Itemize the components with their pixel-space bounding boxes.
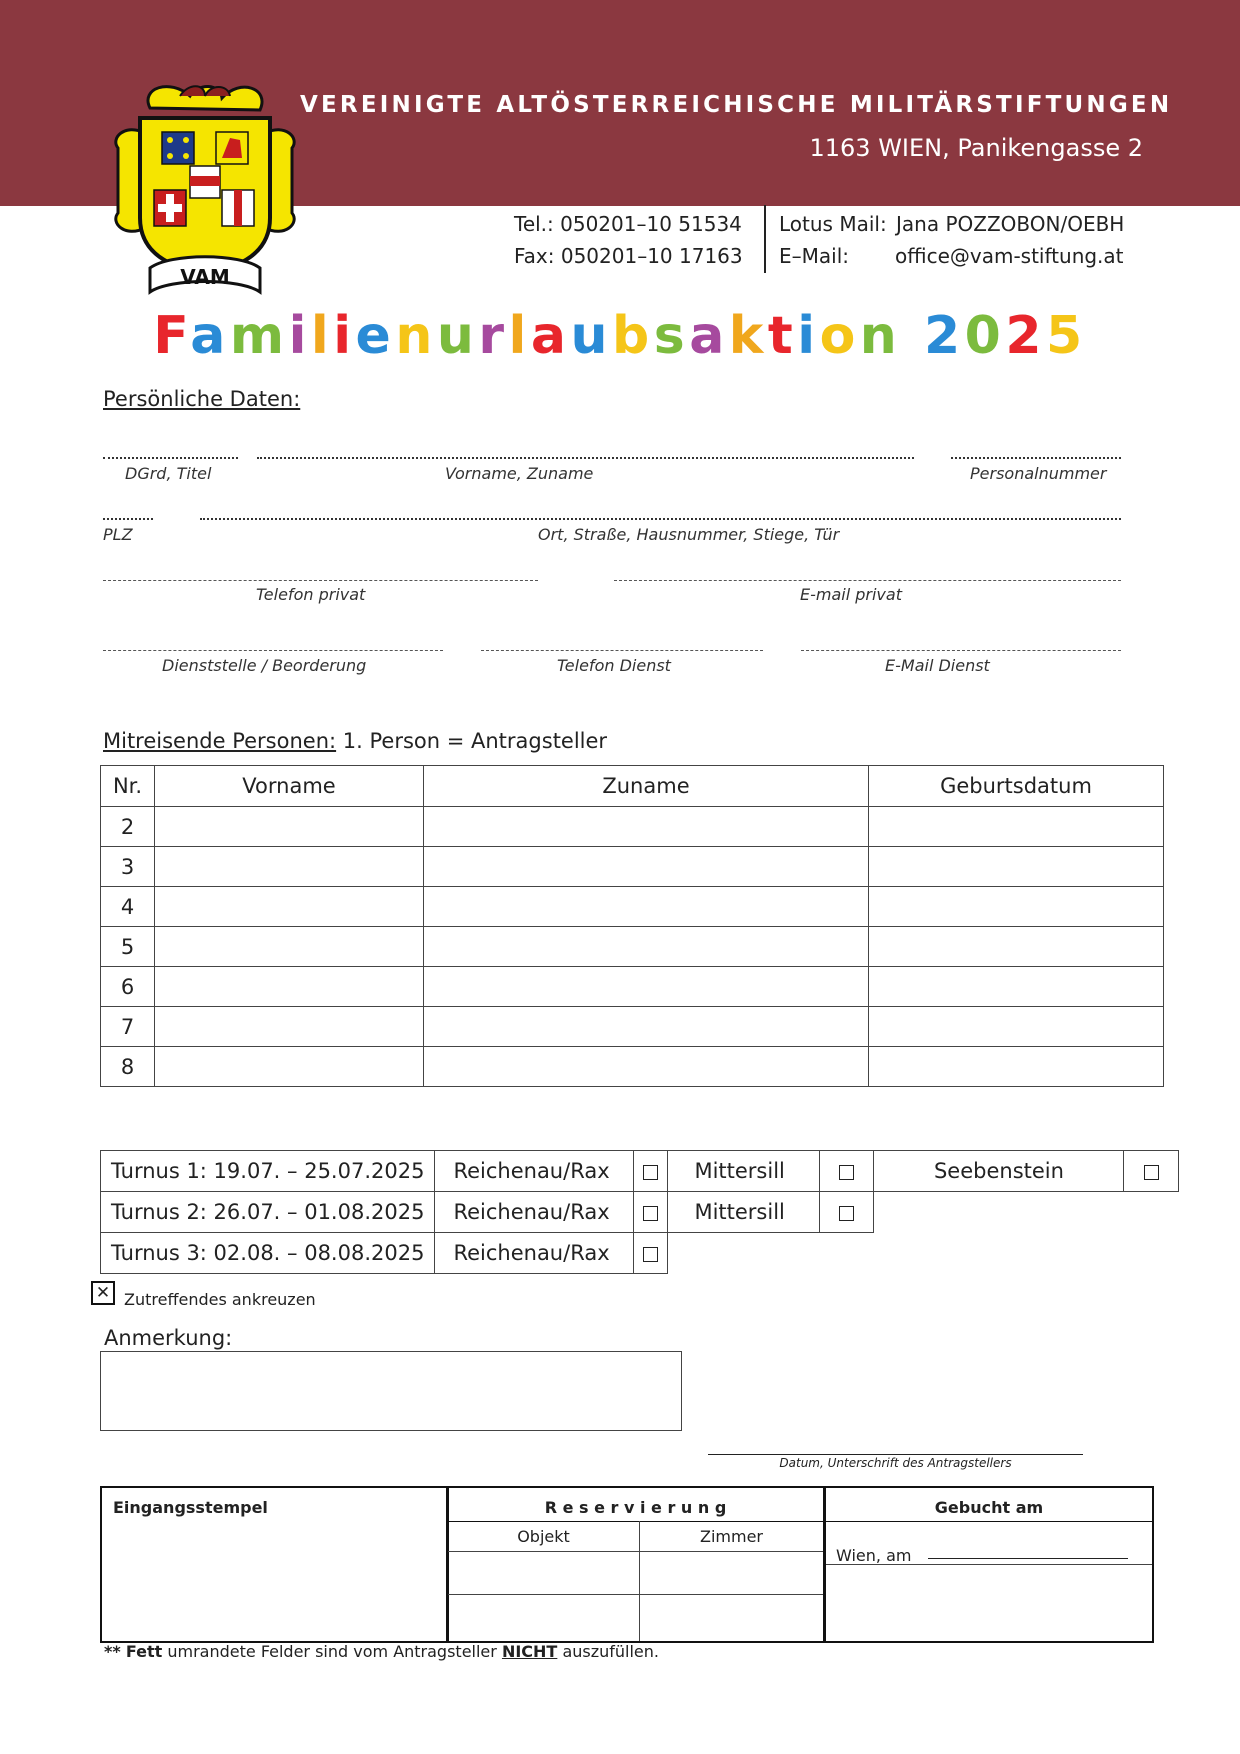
travellers-note: 1. Person = Antragsteller [342,729,608,753]
col-geburtsdatum: Geburtsdatum [869,766,1164,807]
contact-fax: Fax: 050201–10 17163 [514,244,743,268]
travellers-heading: Mitreisende Personen: 1. Person = Antragsteller [103,729,608,753]
vorname-cell[interactable] [155,847,424,887]
geburtsdatum-cell[interactable] [869,927,1164,967]
turnus-1-label: Turnus 1: 19.07. – 25.07.2025 [101,1151,435,1192]
vorname-cell[interactable] [155,1007,424,1047]
table-row [101,967,1164,1007]
address-field[interactable] [200,518,1121,520]
title-letter: u [436,306,479,366]
turnus-2-mittersill-checkbox[interactable] [820,1192,874,1233]
turnus-2-mittersill: Mittersill [668,1192,820,1233]
row-number: 8 [101,1047,155,1087]
title-letter: l [508,306,531,366]
row-number: 2 [101,807,155,847]
geburtsdatum-cell[interactable] [869,807,1164,847]
turnus-row-3 [101,1233,1179,1274]
remark-field[interactable] [100,1351,682,1431]
booked-date-line [928,1558,1128,1559]
geburtsdatum-cell[interactable] [869,847,1164,887]
plz-field[interactable] [103,518,153,520]
organisation-address: 1163 WIEN, Panikengasse 2 [809,134,1143,162]
title-letter: n [859,306,902,366]
table-row [101,1047,1164,1087]
turnus-2-label: Turnus 2: 26.07. – 01.08.2025 [101,1192,435,1233]
zuname-cell[interactable] [424,967,869,1007]
checked-example-icon: ✕ [91,1281,115,1305]
name-label: Vorname, Zuname [445,464,594,483]
contact-tel: Tel.: 050201–10 51534 [514,212,742,236]
name-field[interactable] [257,457,914,459]
turnus-3-reichenau-checkbox[interactable] [634,1233,668,1274]
vienna-date-label: Wien, am [836,1546,912,1565]
logo-text: VAM [180,265,230,289]
title-letter [901,306,924,366]
col-vorname: Vorname [155,766,424,807]
office-label: Dienststelle / Beorderung [162,656,367,675]
footnote: ** Fett umrandete Felder sind vom Antragsteller NICHT auszufüllen. [104,1642,659,1661]
title-letter: i [288,306,311,366]
zuname-cell[interactable] [424,1047,869,1087]
email-office-field[interactable] [801,650,1121,651]
form-title [0,306,1240,366]
turnus-1-seebenstein-checkbox[interactable] [1124,1151,1179,1192]
contact-lotus-value: Jana POZZOBON/OEBH [896,212,1125,236]
title-letter: a [190,306,230,366]
dgrd-field[interactable] [103,457,238,459]
contact-divider [764,205,766,273]
personalnr-field[interactable] [951,457,1121,459]
turnus-3-label: Turnus 3: 02.08. – 08.08.2025 [101,1233,435,1274]
turnus-3-reichenau: Reichenau/Rax [435,1233,634,1274]
table-row [101,887,1164,927]
geburtsdatum-cell[interactable] [869,1047,1164,1087]
title-letter: o [819,306,860,366]
row-number: 3 [101,847,155,887]
zuname-cell[interactable] [424,887,869,927]
turnus-1-mittersill-checkbox[interactable] [820,1151,874,1192]
office-use-box [100,1486,1154,1643]
contact-email-label: E–Mail: [779,244,849,268]
title-letter: t [767,306,798,366]
zuname-cell[interactable] [424,1007,869,1047]
title-letter: n [395,306,437,366]
email-private-field[interactable] [614,580,1121,581]
row-number: 4 [101,887,155,927]
title-letter: b [612,306,654,366]
title-letter: a [689,306,729,366]
row-number: 7 [101,1007,155,1047]
check-hint: Zutreffendes ankreuzen [124,1290,316,1309]
remark-label: Anmerkung: [104,1326,233,1350]
stamp-label: Eingangsstempel [113,1498,268,1517]
title-letter: r [478,306,509,366]
turnus-row-1 [101,1151,1179,1192]
title-letter: 2 [923,306,965,366]
col-zuname: Zuname [424,766,869,807]
vorname-cell[interactable] [155,807,424,847]
signature-label: Datum, Unterschrift des Antragstellers [779,1456,1012,1470]
turnus-table [100,1150,1179,1274]
title-letter: F [153,306,191,366]
title-letter: i [333,306,356,366]
address-label: Ort, Straße, Hausnummer, Stiege, Tür [538,525,840,544]
geburtsdatum-cell[interactable] [869,887,1164,927]
col-nr: Nr. [101,766,155,807]
contact-email-value: office@vam-stiftung.at [895,244,1124,268]
object-label: Objekt [517,1527,570,1546]
table-row [101,807,1164,847]
room-label: Zimmer [700,1527,763,1546]
title-letter: u [570,306,612,366]
vorname-cell[interactable] [155,967,424,1007]
vam-coat-of-arms-logo [110,78,300,302]
organisation-name: VEREINIGTE ALTÖSTERREICHISCHE MILITÄRSTIFTUNGEN [300,92,1173,118]
turnus-2-reichenau-checkbox[interactable] [634,1192,668,1233]
table-row [101,1007,1164,1047]
turnus-1-reichenau: Reichenau/Rax [435,1151,634,1192]
title-letter: i [797,306,820,366]
email-office-label: E-Mail Dienst [885,656,990,675]
phone-office-label: Telefon Dienst [557,656,671,675]
geburtsdatum-cell[interactable] [869,1007,1164,1047]
phone-office-field[interactable] [481,650,763,651]
title-letter: e [355,306,396,366]
title-letter: 2 [1005,306,1046,366]
zuname-cell[interactable] [424,847,869,887]
turnus-row-2 [101,1192,1179,1233]
booked-label: Gebucht am [934,1498,1044,1517]
email-private-label: E-mail privat [800,585,902,604]
signature-line[interactable] [708,1454,1083,1455]
title-letter: 5 [1046,306,1087,366]
contact-lotus-label: Lotus Mail: [779,212,887,236]
title-letter: m [229,306,289,366]
table-row [101,847,1164,887]
vorname-cell[interactable] [155,927,424,967]
turnus-2-reichenau: Reichenau/Rax [435,1192,634,1233]
phone-private-label: Telefon privat [256,585,366,604]
vorname-cell[interactable] [155,887,424,927]
phone-private-field[interactable] [103,580,538,581]
title-letter: s [653,306,690,366]
turnus-1-reichenau-checkbox[interactable] [634,1151,668,1192]
title-letter: 0 [964,306,1006,366]
zuname-cell[interactable] [424,807,869,847]
travellers-header-row [101,766,1164,807]
personal-data-heading: Persönliche Daten: [103,387,301,411]
zuname-cell[interactable] [424,927,869,967]
title-letter: a [530,306,571,366]
row-number: 5 [101,927,155,967]
geburtsdatum-cell[interactable] [869,967,1164,1007]
row-number: 6 [101,967,155,1007]
turnus-1-mittersill: Mittersill [668,1151,820,1192]
vorname-cell[interactable] [155,1047,424,1087]
reservation-label: R e s e r v i e r u n g [544,1498,727,1517]
office-field[interactable] [103,650,443,651]
title-letter: k [728,306,768,366]
travellers-table [100,765,1164,1087]
personalnr-label: Personalnummer [970,464,1107,483]
title-letter: l [310,306,334,366]
turnus-1-seebenstein: Seebenstein [874,1151,1124,1192]
dgrd-label: DGrd, Titel [125,464,212,483]
table-row [101,927,1164,967]
plz-label: PLZ [103,525,133,544]
